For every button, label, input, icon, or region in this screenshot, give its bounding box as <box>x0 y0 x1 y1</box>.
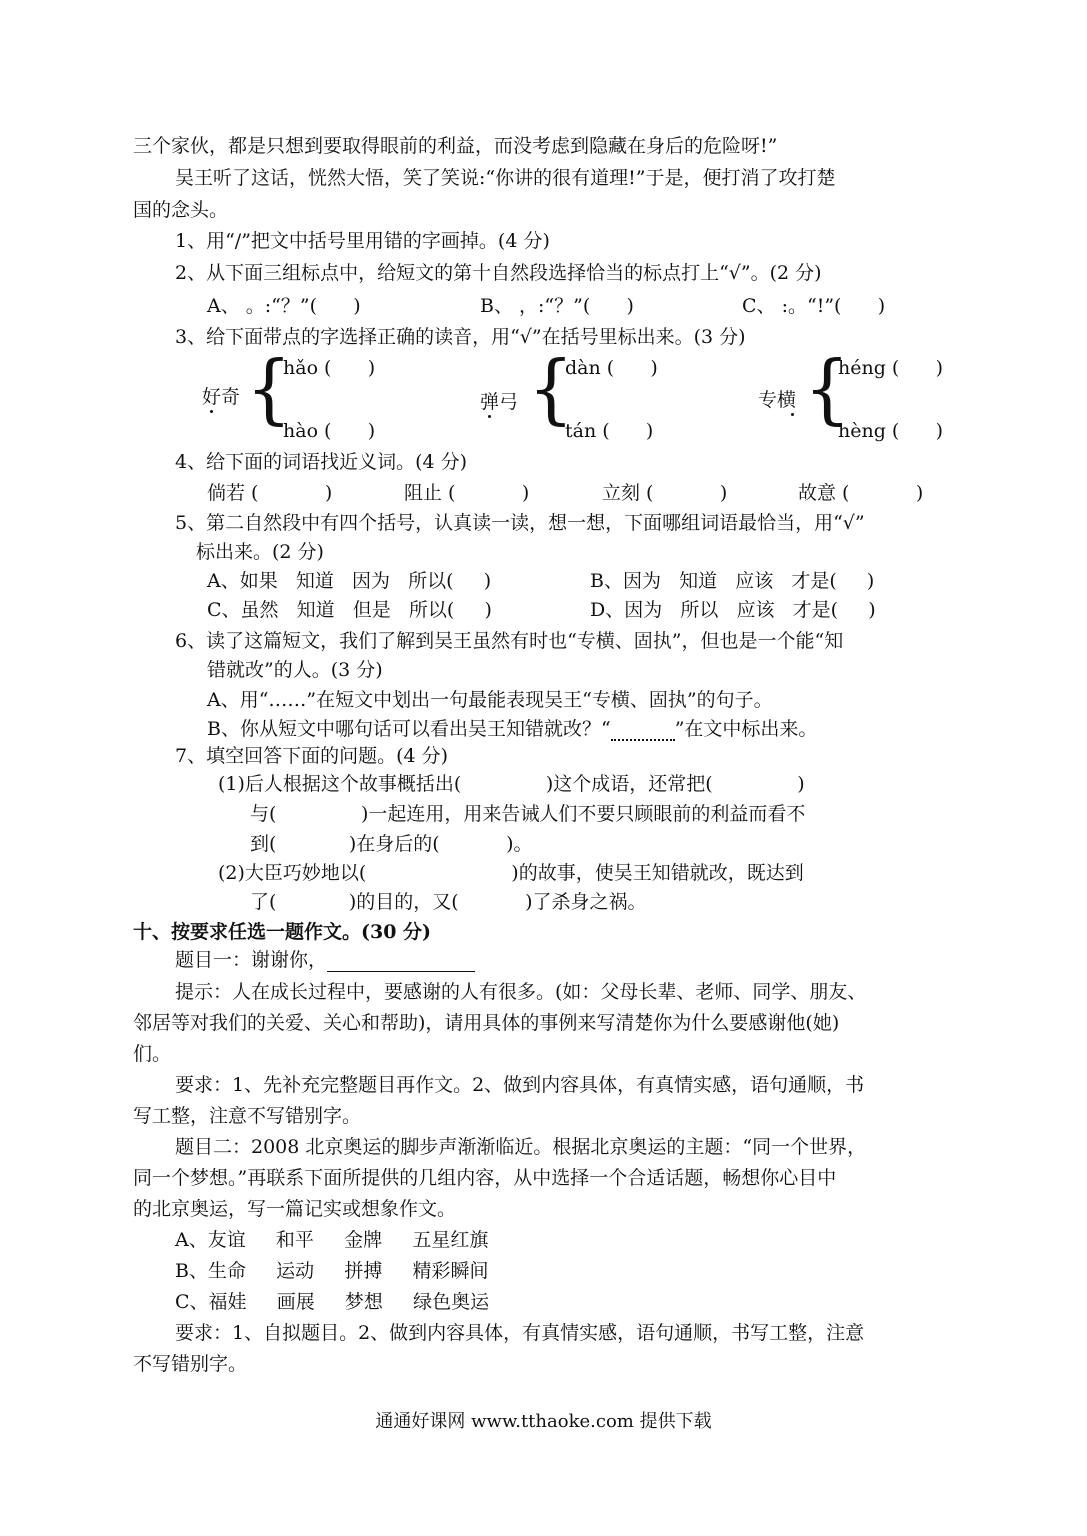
question-5-option-d: D、因为 所以 应该 才是( ) <box>590 599 876 621</box>
brace-icon: { <box>528 343 574 433</box>
story-line-3: 国的念头。 <box>133 199 229 221</box>
emphasis-dot <box>210 410 213 413</box>
question-1: 1、用“/”把文中括号里用错的字画掉。(4 分) <box>175 230 550 252</box>
page-footer: 通通好课网 www.tthaoke.com 提供下载 <box>375 1411 712 1432</box>
question-6-part-b-post: ”在文中标出来。 <box>674 718 818 740</box>
composition-topic-1-hint-2: 邻居等对我们的关爱、关心和帮助)，请用具体的事例来写清楚你为什么要感谢他(她) <box>133 1012 840 1034</box>
question-7-1-line-3: 到( )在身后的( )。 <box>250 833 533 855</box>
composition-heading: 十、按要求任选一题作文。(30 分) <box>133 921 432 943</box>
question-3-word-3-pinyin-2: hèng ( ) <box>838 420 943 442</box>
title-blank-line <box>327 953 475 972</box>
question-3-word-1-pinyin-2: hào ( ) <box>283 420 376 442</box>
question-3-word-2-pinyin-1: dàn ( ) <box>565 357 658 379</box>
question-3-word-3-pinyin-1: héng ( ) <box>838 357 943 379</box>
question-4-word: 阻止 ( ) <box>404 482 530 504</box>
question-5-option-c: C、虽然 知道 但是 所以( ) <box>207 599 492 621</box>
question-2-option-b: B、 ，:“？”( ) <box>480 295 634 317</box>
question-3-word-2-pinyin-2: tán ( ) <box>565 420 654 442</box>
question-2: 2、从下面三组标点中，给短文的第十自然段选择恰当的标点打上“√”。(2 分) <box>175 262 822 284</box>
question-3-word-3: 专横 <box>758 389 797 411</box>
brace-icon: { <box>804 343 850 433</box>
question-6: 6、读了这篇短文，我们了解到吴王虽然有时也“专横、固执”，但也是一个能“知 <box>175 630 844 652</box>
question-7-2-line-1: (2)大臣巧妙地以( )的故事，使吴王知错就改，既达到 <box>218 862 804 884</box>
question-5-option-b: B、因为 知道 应该 才是( ) <box>590 570 875 592</box>
question-5-option-a: A、如果 知道 因为 所以( ) <box>207 570 492 592</box>
question-7-2-line-2: 了( )的目的，又( )了杀身之祸。 <box>250 891 647 913</box>
question-6-part-b-pre: B、你从短文中哪句话可以看出吴王知错就改？“ <box>207 718 611 740</box>
composition-topic-1-req-1: 要求：1、先补充完整题目再作文。2、做到内容具体，有真情实感，语句通顺，书 <box>175 1074 865 1096</box>
question-3-word-2: 弹弓 <box>480 391 519 413</box>
question-3-word-1-pinyin-1: hǎo ( ) <box>283 357 376 379</box>
question-5: 5、第二自然段中有四个括号，认真读一读，想一想，下面哪组词语最恰当，用“√” <box>175 512 865 534</box>
composition-topic-1-hint-3: 们。 <box>133 1043 172 1065</box>
question-7-1-line-1: (1)后人根据这个故事概括出( )这个成语，还常把( ) <box>218 773 805 795</box>
question-7: 7、填空回答下面的问题。(4 分) <box>175 745 449 767</box>
question-6-cont: 错就改”的人。(3 分) <box>207 659 383 681</box>
composition-topic-2-option-a: A、友谊 和平 金牌 五星红旗 <box>175 1229 489 1251</box>
composition-topic-1-req-2: 写工整，注意不写错别字。 <box>133 1105 362 1127</box>
question-2-option-c: C、 :。“!”( ) <box>742 295 886 317</box>
question-7-1-line-2: 与( )一起连用，用来告诫人们不要只顾眼前的利益而看不 <box>250 803 806 825</box>
question-5-cont: 标出来。(2 分) <box>196 541 324 563</box>
composition-topic-2-line-3: 的北京奥运，写一篇记实或想象作文。 <box>133 1198 457 1220</box>
composition-topic-2-line-2: 同一个梦想。”再联系下面所提供的几组内容，从中选择一个合适话题，畅想你心目中 <box>133 1167 837 1189</box>
composition-topic-1-hint-1: 提示：人在成长过程中，要感谢的人有很多。(如：父母长辈、老师、同学、朋友、 <box>175 981 867 1003</box>
question-4-word: 立刻 ( ) <box>602 482 728 504</box>
question-6-part-b <box>207 717 817 741</box>
emphasis-dot <box>488 415 491 418</box>
composition-topic-2-req-2: 不写错别字。 <box>133 1353 248 1375</box>
question-4: 4、给下面的词语找近义词。(4 分) <box>175 451 468 473</box>
question-4-word: 故意 ( ) <box>798 482 924 504</box>
composition-topic-2-option-b: B、生命 运动 拼搏 精彩瞬间 <box>175 1260 489 1282</box>
composition-topic-1 <box>175 948 475 972</box>
composition-topic-2-line-1: 题目二：2008 北京奥运的脚步声渐渐临近。根据北京奥运的主题：“同一个世界， <box>175 1136 867 1158</box>
brace-icon: { <box>246 343 292 433</box>
composition-topic-1-label: 题目一：谢谢你， <box>175 949 328 971</box>
story-line-2: 吴王听了这话，恍然大悟，笑了笑说:“你讲的很有道理!”于是，便打消了攻打楚 <box>175 167 836 189</box>
composition-topic-2-req-1: 要求：1、自拟题目。2、做到内容具体，有真情实感，语句通顺，书写工整，注意 <box>175 1322 865 1344</box>
question-2-option-a: A、 。:“？”( ) <box>207 295 361 317</box>
question-4-word: 倘若 ( ) <box>207 482 333 504</box>
composition-topic-2-option-c: C、福娃 画展 梦想 绿色奥运 <box>175 1291 490 1313</box>
question-3: 3、给下面带点的字选择正确的读音，用“√”在括号里标出来。(3 分) <box>175 326 746 348</box>
wavy-underline-sample <box>611 723 675 741</box>
question-3-word-1: 好奇 <box>202 386 241 408</box>
story-line-1: 三个家伙，都是只想到要取得眼前的利益，而没考虑到隐藏在身后的危险呀!” <box>133 135 778 157</box>
emphasis-dot <box>791 413 794 416</box>
question-6-part-a: A、用“……”在短文中划出一句最能表现吴王“专横、固执”的句子。 <box>207 689 773 711</box>
